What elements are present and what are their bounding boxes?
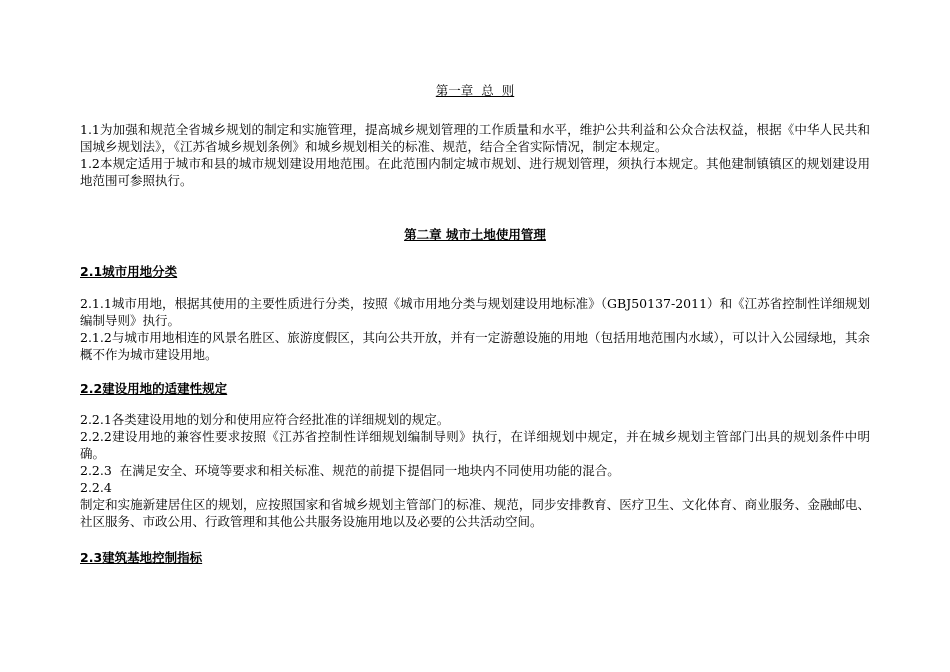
paragraph-2-2-3: 2.2.3 在满足安全、环境等要求和相关标准、规范的前提下提倡同一地块内不同使用功能的混合。 bbox=[80, 463, 620, 478]
paragraph-2-2-4-number: 2.2.4 bbox=[80, 480, 112, 495]
section-2-3-heading: 2.3建筑基地控制指标 bbox=[80, 550, 203, 565]
chapter-1-title: 第一章 总 则 bbox=[435, 83, 515, 98]
paragraph-2-2-1: 2.2.1各类建设用地的划分和使用应符合经批准的详细规划的规定。 bbox=[80, 412, 450, 427]
paragraph-2-2-2: 2.2.2建设用地的兼容性要求按照《江苏省控制性详细规划编制导则》执行，在详细规划中规定，并在城乡规划主管部门出具的规划条件中明确。 bbox=[80, 429, 870, 461]
paragraph-2-1-1: 2.1.1城市用地，根据其使用的主要性质进行分类，按照《城市用地分类与规划建设用地标准》（GBJ50137-2011）和《江苏省控制性详细规划编制导则》执行。 bbox=[80, 296, 870, 328]
paragraph-2-1-2: 2.1.2与城市用地相连的风景名胜区、旅游度假区，其向公共开放，并有一定游憩设施的用地（包括用地范围内水域），可以计入公园绿地，其余概不作为城市建设用地。 bbox=[80, 330, 870, 362]
paragraph-1-2: 1.2本规定适用于城市和县的城市规划建设用地范围。在此范围内制定城市规划、进行规划管理，须执行本规定。其他建制镇镇区的规划建设用地范围可参照执行。 bbox=[80, 156, 870, 188]
paragraph-1-1: 1.1为加强和规范全省城乡规划的制定和实施管理，提高城乡规划管理的工作质量和水平，维护公共利益和公众合法权益，根据《中华人民共和国城乡规划法》，《江苏省城乡规划条例》和城乡规划相关的标准、规范，结合全省实际情况，制定本规定。 bbox=[80, 122, 870, 154]
section-2-2-heading: 2.2建设用地的适建性规定 bbox=[80, 381, 228, 396]
section-2-2-body bbox=[80, 411, 870, 530]
section-2-1-body bbox=[80, 295, 870, 363]
chapter-1-body bbox=[80, 121, 870, 189]
section-2-1-heading: 2.1城市用地分类 bbox=[80, 264, 178, 279]
paragraph-2-2-4-text: 制定和实施新建居住区的规划，应按照国家和省城乡规划主管部门的标准、规范，同步安排教育、医疗卫生、文化体育、商业服务、金融邮电、社区服务、市政公用、行政管理和其他公共服务设施用地以及必要的公共活动空间。 bbox=[80, 497, 870, 529]
chapter-2-title: 第二章 城市土地使用管理 bbox=[404, 227, 546, 242]
